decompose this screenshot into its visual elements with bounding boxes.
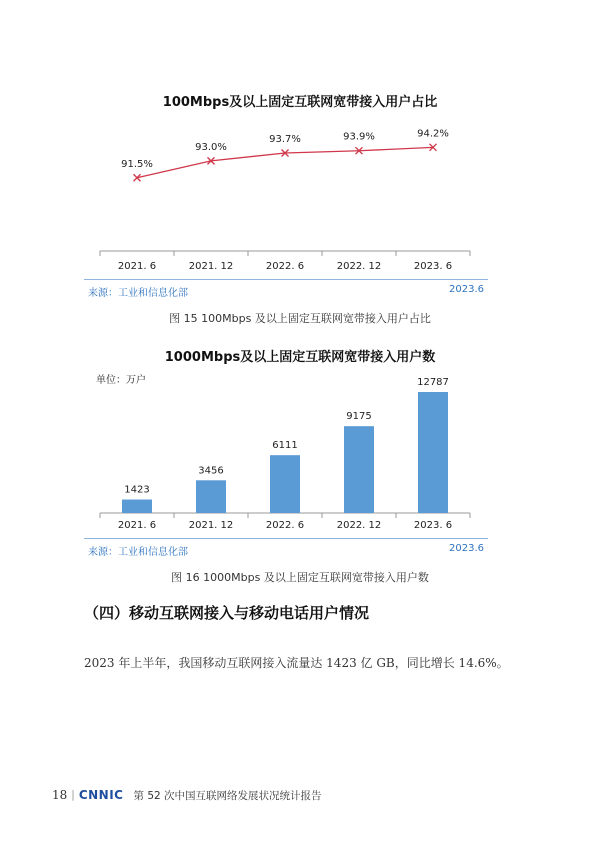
bar bbox=[418, 392, 448, 513]
bar-x-tick-label: 2023. 6 bbox=[413, 520, 453, 531]
figure15-source: 来源：工业和信息化部 bbox=[88, 288, 188, 299]
line-data-label: 93.9% bbox=[343, 131, 375, 143]
line-data-label: 93.7% bbox=[269, 133, 301, 145]
figure16-source-row bbox=[84, 538, 488, 557]
figure16-date: 2023.6 bbox=[449, 543, 484, 554]
bar bbox=[270, 455, 300, 513]
line-data-label: 93.0% bbox=[195, 141, 227, 153]
footer-separator: | bbox=[71, 789, 75, 801]
page-number: 18 bbox=[52, 788, 68, 802]
bar bbox=[196, 480, 226, 513]
line-data-label: 94.2% bbox=[417, 128, 449, 140]
section-paragraph: 2023 年上半年，我国移动互联网接入流量达 1423 亿 GB，同比增长 14.6%。 bbox=[84, 656, 509, 670]
bar-x-tick-label: 2022. 12 bbox=[336, 520, 382, 531]
bar-x-tick-label: 2022. 6 bbox=[265, 520, 305, 531]
bar-x-tick-label: 2021. 6 bbox=[117, 520, 157, 531]
bar-data-label: 1423 bbox=[124, 484, 150, 496]
bar-chart-title: 1000Mbps及以上固定互联网宽带接入用户数 bbox=[164, 350, 436, 365]
bar-data-label: 9175 bbox=[346, 411, 372, 423]
bar-chart-unit-label: 单位：万户 bbox=[96, 375, 146, 386]
line-x-tick-label: 2022. 6 bbox=[265, 261, 305, 272]
line-chart-title: 100Mbps及以上固定互联网宽带接入用户占比 bbox=[162, 95, 438, 110]
figure15-date: 2023.6 bbox=[449, 284, 484, 295]
bar-x-tick-label: 2021. 12 bbox=[188, 520, 234, 531]
figure16-caption: 图 16 1000Mbps 及以上固定互联网宽带接入用户数 bbox=[171, 571, 429, 584]
cnnic-logo: CNNIC bbox=[78, 788, 124, 802]
line-x-tick-label: 2021. 12 bbox=[188, 261, 234, 272]
line-x-tick-label: 2021. 6 bbox=[117, 261, 157, 272]
bar bbox=[344, 426, 374, 513]
line-data-label: 91.5% bbox=[121, 158, 153, 170]
section-heading: （四）移动互联网接入与移动电话用户情况 bbox=[84, 604, 370, 622]
report-title: 第 52 次中国互联网络发展状况统计报告 bbox=[133, 789, 322, 802]
bar bbox=[122, 500, 152, 513]
line-x-tick-label: 2023. 6 bbox=[413, 261, 453, 272]
bar-data-label: 3456 bbox=[198, 465, 224, 477]
bar-data-label: 6111 bbox=[272, 440, 298, 452]
figure16-source: 来源：工业和信息化部 bbox=[88, 547, 188, 558]
page-footer bbox=[52, 787, 322, 803]
line-x-tick-label: 2022. 12 bbox=[336, 261, 382, 272]
figure15-caption: 图 15 100Mbps 及以上固定互联网宽带接入用户占比 bbox=[169, 312, 431, 325]
bar-data-label: 12787 bbox=[417, 377, 449, 388]
